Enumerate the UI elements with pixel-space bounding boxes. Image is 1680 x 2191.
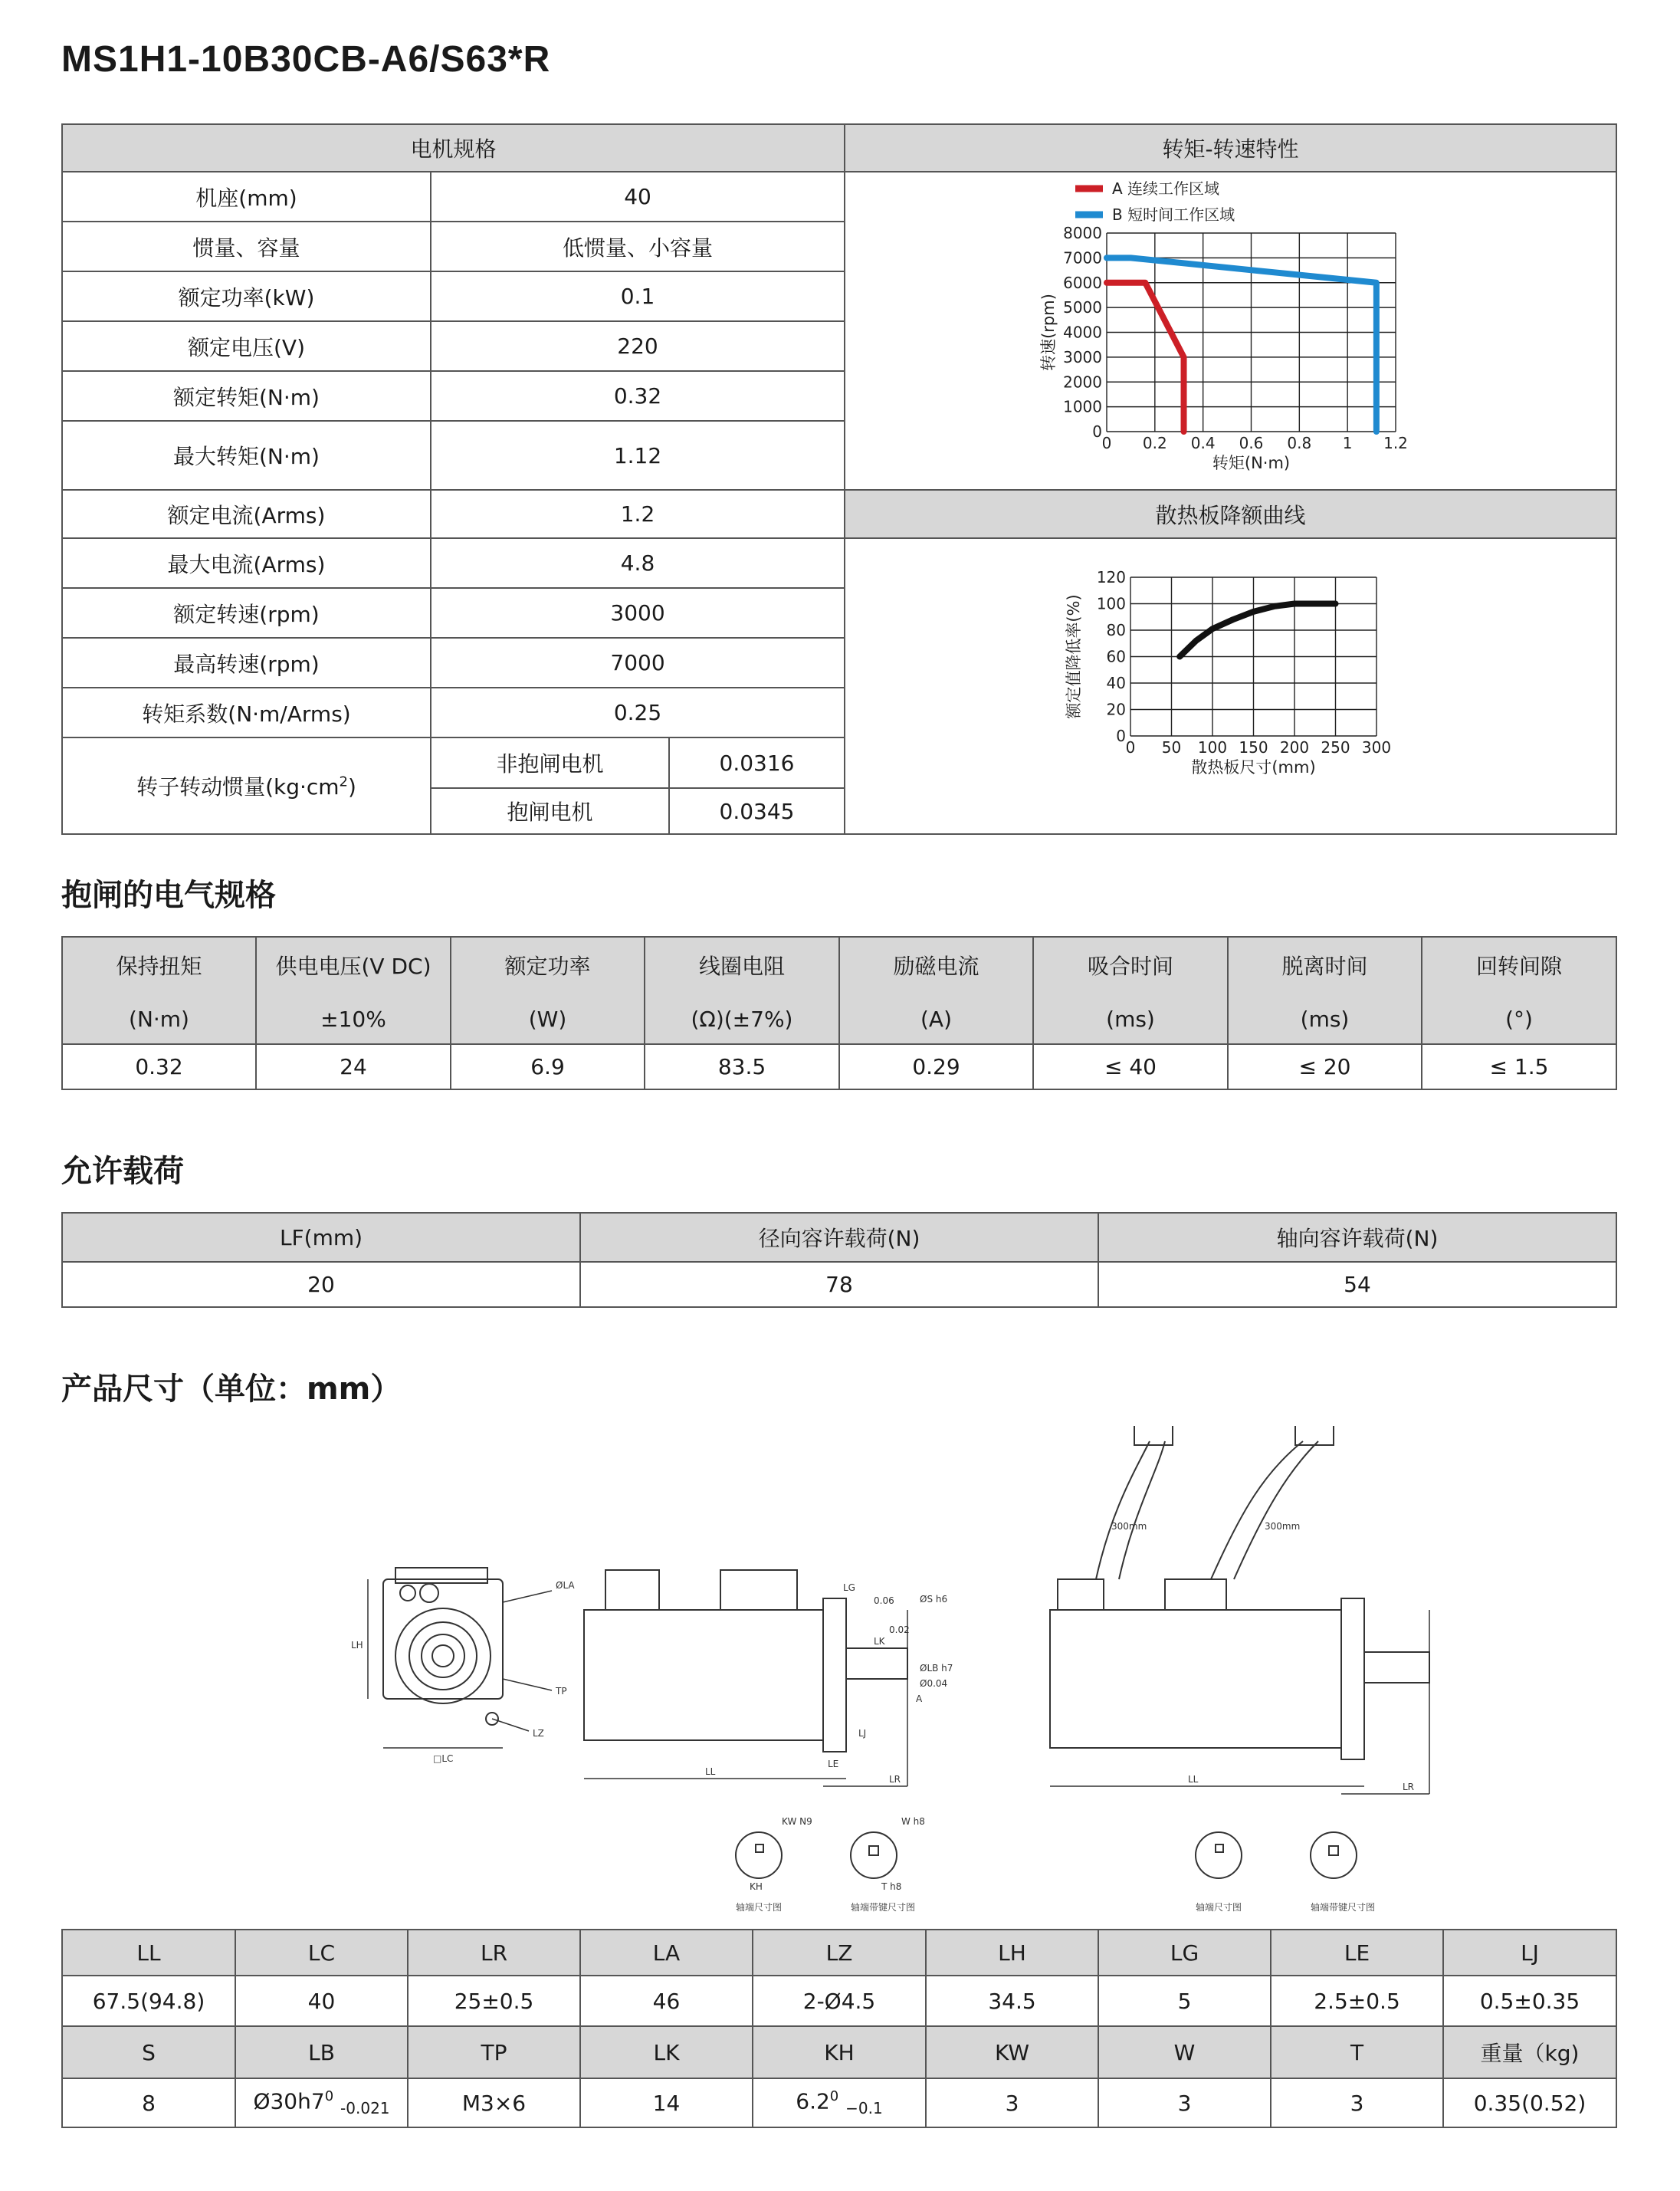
dim-value: 67.5(94.8) — [62, 1976, 235, 2026]
spec-label: 额定转矩(N·m) — [62, 371, 431, 421]
y-tick-label: 60 — [1106, 647, 1127, 666]
brake-header-top: 额定功率 — [504, 953, 591, 979]
x-tick-label: 300 — [1361, 738, 1392, 757]
shaft-details — [736, 1832, 1357, 1878]
label-lh: LH — [351, 1640, 363, 1651]
label-tp: TP — [556, 1686, 567, 1697]
brake-header-unit: (ms) — [1300, 1006, 1350, 1032]
dims-section-title: 产品尺寸（单位：mm） — [61, 1371, 402, 1407]
brake-header — [256, 937, 451, 1044]
spec-value: 40 — [431, 172, 845, 222]
spec-value: 1.12 — [431, 421, 845, 490]
torque-speed-header: 转矩-转速特性 — [845, 124, 1616, 172]
dim-header: LA — [580, 1930, 753, 1976]
y-tick-label: 5000 — [1063, 298, 1103, 317]
x-tick-label: 0 — [1125, 738, 1136, 757]
front-view — [368, 1568, 552, 1748]
legend-label: A 连续工作区域 — [1112, 179, 1220, 198]
label-tol3: Ø0.04 — [920, 1678, 948, 1689]
dim-value: 40 — [235, 1976, 408, 2026]
spec-label: 最大电流(Arms) — [62, 538, 431, 588]
dim-value-w: 3 — [1098, 2078, 1271, 2127]
label-le: LE — [828, 1759, 839, 1769]
x-tick-label: 0 — [1101, 434, 1112, 452]
dim-value: 0.5±0.35 — [1443, 1976, 1616, 2026]
torque-speed-chart-cell — [845, 172, 1616, 490]
dim-header: LE — [1271, 1930, 1443, 1976]
load-table — [61, 1212, 1617, 1308]
label-cable-2: 300mm — [1265, 1521, 1301, 1532]
label-kh: KH — [750, 1881, 763, 1892]
brake-value: ≤ 40 — [1033, 1044, 1228, 1089]
dim-value: 46 — [580, 1976, 753, 2026]
brake-header-unit: (Ω)(±7%) — [691, 1006, 793, 1032]
brake-side-view — [1050, 1426, 1429, 1794]
x-tick-label: 0.4 — [1190, 434, 1216, 452]
kh-sup: 0 — [829, 2088, 839, 2105]
label-kw: KW N9 — [782, 1816, 812, 1827]
dim-header: KW — [926, 2026, 1098, 2078]
dim-header: TP — [408, 2026, 580, 2078]
brake-header-unit: (ms) — [1106, 1006, 1155, 1032]
legend-label: B 短时间工作区域 — [1112, 205, 1235, 224]
spec-label: 额定电流(Arms) — [62, 490, 431, 538]
label-la: ØLA — [556, 1580, 575, 1591]
x-tick-label: 1.2 — [1383, 434, 1408, 452]
y-tick-label: 100 — [1096, 594, 1127, 613]
label-ll: LL — [705, 1766, 716, 1777]
shaft-caption-4: 轴端带键尺寸图 — [1311, 1902, 1376, 1913]
dim-header: 重量（kg) — [1443, 2026, 1616, 2078]
y-tick-label: 80 — [1106, 621, 1127, 639]
label-lc: □LC — [433, 1753, 454, 1764]
side-view — [584, 1570, 907, 1786]
x-tick-label: 100 — [1197, 738, 1228, 757]
brake-header — [62, 937, 256, 1044]
dim-value: 25±0.5 — [408, 1976, 580, 2026]
brake-header — [1033, 937, 1228, 1044]
dim-value: 2.5±0.5 — [1271, 1976, 1443, 2026]
x-tick-label: 1 — [1342, 434, 1353, 452]
lb-sup: 0 — [324, 2088, 334, 2105]
brake-header — [839, 937, 1033, 1044]
load-value: 78 — [580, 1262, 1098, 1307]
spec-value: 220 — [431, 321, 845, 371]
load-header: 轴向容许载荷(N) — [1098, 1213, 1616, 1262]
brake-header-unit: (W) — [528, 1006, 567, 1032]
dim-header: LJ — [1443, 1930, 1616, 1976]
dimension-drawing — [322, 1426, 1609, 1917]
dim-value: 2-Ø4.5 — [753, 1976, 926, 2026]
brake-section-title: 抱闸的电气规格 — [61, 878, 276, 913]
brake-header — [645, 937, 839, 1044]
brake-header-unit: (N·m) — [129, 1006, 189, 1032]
motor-spec-table — [61, 123, 1617, 835]
dim-header: LZ — [753, 1930, 926, 1976]
dim-value: 5 — [1098, 1976, 1271, 2026]
x-tick-label: 50 — [1161, 738, 1182, 757]
brake-header-top: 保持扭矩 — [116, 953, 202, 979]
brake-header-top: 供电电压(V DC) — [275, 953, 431, 979]
dim-header: KH — [753, 2026, 926, 2078]
label-lj: LJ — [858, 1728, 867, 1739]
brake-header-unit: (A) — [920, 1006, 952, 1032]
load-value: 20 — [62, 1262, 580, 1307]
y-axis-label: 额定值降低率(%) — [1065, 594, 1084, 719]
brake-header-unit: ±10% — [320, 1006, 386, 1032]
x-tick-label: 200 — [1279, 738, 1310, 757]
load-header: LF(mm) — [62, 1213, 580, 1262]
dim-header: LL — [62, 1930, 235, 1976]
spec-label: 最高转速(rpm) — [62, 638, 431, 688]
inertia-sub-label: 非抱闸电机 — [431, 737, 669, 788]
label-lg: LG — [843, 1582, 855, 1593]
lb-sub: -0.021 — [340, 2098, 390, 2117]
dim-header: LC — [235, 1930, 408, 1976]
brake-header-top: 回转间隙 — [1475, 953, 1562, 979]
dim-value-tp: M3×6 — [408, 2078, 580, 2127]
y-tick-label: 20 — [1106, 700, 1127, 719]
spec-value: 低惯量、小容量 — [431, 222, 845, 271]
dim-value-lk: 14 — [580, 2078, 753, 2127]
label-lb: ØLB h7 — [920, 1663, 953, 1674]
x-axis-label: 转矩(N·m) — [1212, 454, 1291, 472]
label-t: T h8 — [881, 1881, 902, 1892]
brake-header-top: 吸合时间 — [1087, 953, 1173, 979]
spec-label: 惯量、容量 — [62, 222, 431, 271]
derating-chart — [845, 539, 1616, 833]
x-tick-label: 250 — [1321, 738, 1350, 757]
brake-header — [1422, 937, 1616, 1044]
spec-value: 0.32 — [431, 371, 845, 421]
brake-header — [451, 937, 645, 1044]
dim-value-s: 8 — [62, 2078, 235, 2127]
dim-value-t: 3 — [1271, 2078, 1443, 2127]
inertia-label-close: ) — [348, 774, 356, 800]
brake-spec-table — [61, 936, 1617, 1090]
dim-value-kh — [753, 2078, 926, 2127]
label-datum: A — [916, 1693, 923, 1704]
load-section-title: 允许载荷 — [61, 1154, 184, 1189]
label-ll-2: LL — [1188, 1774, 1199, 1785]
spec-label: 额定转速(rpm) — [62, 588, 431, 638]
inertia-label-sup: 2 — [339, 774, 348, 790]
spec-label: 转矩系数(N·m/Arms) — [62, 688, 431, 737]
brake-value: 0.32 — [62, 1044, 256, 1089]
brake-header-top: 励磁电流 — [893, 953, 979, 979]
dim-value-kw: 3 — [926, 2078, 1098, 2127]
brake-value: 6.9 — [451, 1044, 645, 1089]
brake-header-top: 脱离时间 — [1281, 953, 1368, 979]
label-tol2: 0.02 — [889, 1624, 910, 1635]
derating-header: 散热板降额曲线 — [845, 490, 1616, 538]
inertia-label-text: 转子转动惯量(kg·cm — [136, 774, 340, 800]
spec-label: 机座(mm) — [62, 172, 431, 222]
brake-value: ≤ 20 — [1228, 1044, 1422, 1089]
spec-value: 0.25 — [431, 688, 845, 737]
brake-value: 0.29 — [839, 1044, 1033, 1089]
spec-value: 1.2 — [431, 490, 845, 538]
dim-header: LR — [408, 1930, 580, 1976]
spec-label: 额定功率(kW) — [62, 271, 431, 321]
x-tick-label: 0.8 — [1287, 434, 1312, 452]
y-tick-label: 8000 — [1063, 224, 1103, 242]
dim-header: LB — [235, 2026, 408, 2078]
x-tick-label: 0.6 — [1239, 434, 1264, 452]
shaft-caption-1: 轴端尺寸图 — [736, 1902, 783, 1913]
brake-value: ≤ 1.5 — [1422, 1044, 1616, 1089]
brake-value: 24 — [256, 1044, 451, 1089]
derating-chart-cell — [845, 538, 1616, 834]
dim-value: 34.5 — [926, 1976, 1098, 2026]
kh-sub: −0.1 — [845, 2098, 883, 2117]
inertia-label — [62, 737, 431, 834]
y-tick-label: 7000 — [1063, 248, 1103, 268]
brake-header-top: 线圈电阻 — [698, 953, 785, 979]
dim-header: LH — [926, 1930, 1098, 1976]
x-tick-label: 150 — [1239, 738, 1268, 757]
dim-header: T — [1271, 2026, 1443, 2078]
brake-header-unit: (°) — [1505, 1006, 1533, 1032]
x-tick-label: 0.2 — [1142, 434, 1167, 452]
y-tick-label: 0 — [1116, 727, 1127, 745]
y-tick-label: 6000 — [1063, 273, 1103, 292]
spec-header: 电机规格 — [62, 124, 845, 172]
label-tol1: 0.06 — [874, 1595, 894, 1606]
inertia-sub-label: 抱闸电机 — [431, 788, 669, 834]
spec-label: 最大转矩(N·m) — [62, 421, 431, 490]
spec-value: 3000 — [431, 588, 845, 638]
y-axis-label: 转速(rpm) — [1039, 294, 1058, 371]
inertia-sub-value: 0.0345 — [669, 788, 845, 834]
dim-header: LK — [580, 2026, 753, 2078]
shaft-caption-3: 轴端尺寸图 — [1196, 1902, 1242, 1913]
y-tick-label: 0 — [1092, 422, 1103, 441]
label-ls: ØS h6 — [920, 1594, 948, 1605]
dimension-table — [61, 1929, 1617, 2128]
y-tick-label: 120 — [1096, 568, 1127, 586]
dim-value-weight: 0.35(0.52) — [1443, 2078, 1616, 2127]
dim-header: W — [1098, 2026, 1271, 2078]
shaft-caption-2: 轴端带键尺寸图 — [851, 1902, 916, 1913]
brake-value: 83.5 — [645, 1044, 839, 1089]
load-header: 径向容许载荷(N) — [580, 1213, 1098, 1262]
y-tick-label: 3000 — [1063, 347, 1103, 366]
spec-value: 0.1 — [431, 271, 845, 321]
label-cable-1: 300mm — [1111, 1521, 1147, 1532]
label-lr-2: LR — [1403, 1782, 1415, 1792]
brake-header — [1228, 937, 1422, 1044]
lb-main: Ø30h7 — [253, 2088, 325, 2114]
label-w: W h8 — [901, 1816, 925, 1827]
load-value: 54 — [1098, 1262, 1616, 1307]
inertia-sub-value: 0.0316 — [669, 737, 845, 788]
kh-main: 6.2 — [796, 2088, 830, 2114]
dim-header: LG — [1098, 1930, 1271, 1976]
y-tick-label: 1000 — [1063, 397, 1103, 416]
spec-label: 额定电压(V) — [62, 321, 431, 371]
spec-value: 7000 — [431, 638, 845, 688]
torque-speed-chart — [845, 175, 1616, 487]
page-title: MS1H1-10B30CB-A6/S63*R — [61, 39, 551, 80]
y-tick-label: 40 — [1106, 674, 1127, 692]
dim-value-lb — [235, 2078, 408, 2127]
y-tick-label: 4000 — [1063, 323, 1103, 342]
label-lr: LR — [889, 1774, 901, 1785]
y-tick-label: 2000 — [1063, 373, 1103, 392]
label-lz: LZ — [533, 1728, 544, 1739]
spec-value: 4.8 — [431, 538, 845, 588]
dim-header: S — [62, 2026, 235, 2078]
label-lk: LK — [874, 1636, 885, 1647]
x-axis-label: 散热板尺寸(mm) — [1191, 758, 1316, 777]
